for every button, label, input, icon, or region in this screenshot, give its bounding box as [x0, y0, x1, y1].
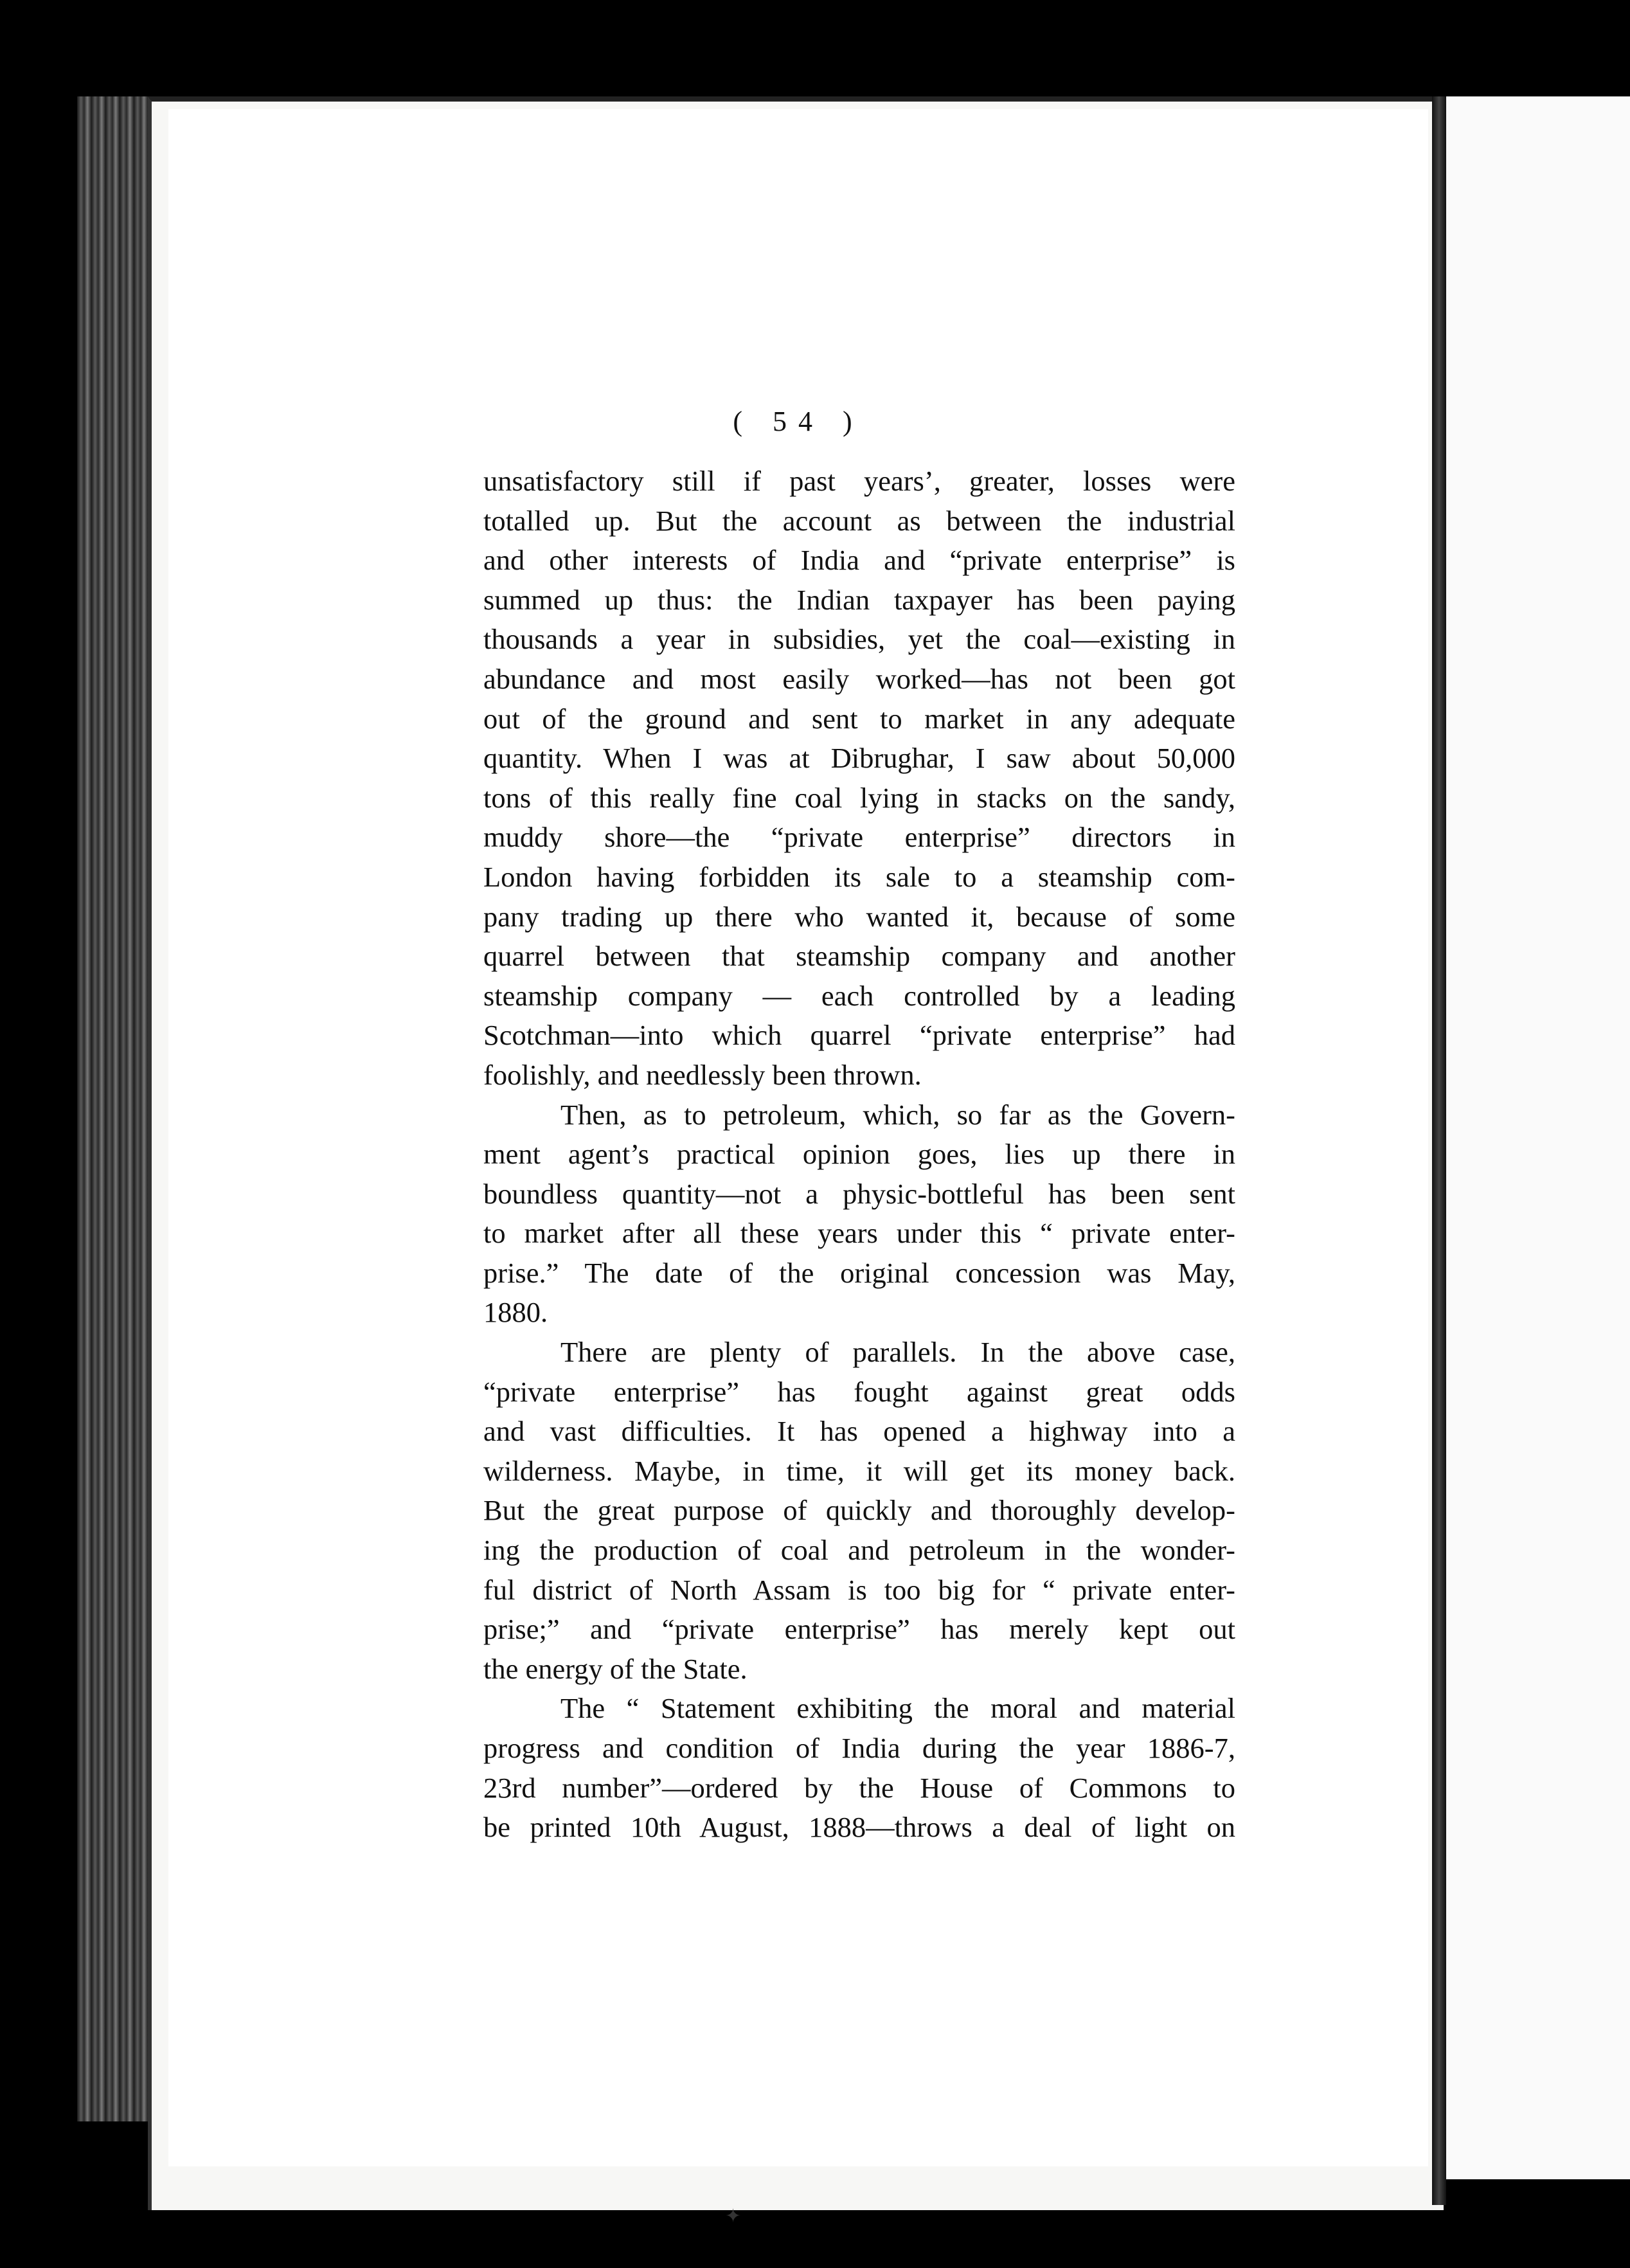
text-line: be printed 10th August, 1888—throws a deal of light on: [483, 1811, 1235, 1844]
text-line: ing the production of coal and petroleum in the wonder-: [483, 1534, 1235, 1567]
paragraph: [483, 1333, 1235, 1689]
paragraph: [483, 1689, 1235, 1847]
text-line: and vast difficulties. It has opened a highway into a: [483, 1415, 1235, 1448]
text-line: to market after all these years under this “ private enter-: [483, 1217, 1235, 1250]
text-line: steamship company — each controlled by a leading: [483, 979, 1235, 1012]
text-line: 23rd number”—ordered by the House of Commons to: [483, 1771, 1235, 1804]
text-line: pany trading up there who wanted it, because of some: [483, 900, 1235, 933]
paragraph: [483, 462, 1235, 1095]
book-gutter: [1432, 96, 1446, 2205]
scan-speck: ✦: [725, 2206, 742, 2227]
text-line: muddy shore—the “private enterprise” directors in: [483, 821, 1235, 854]
text-line: prise.” The date of the original concession was May,: [483, 1256, 1235, 1289]
text-line: London having forbidden its sale to a steamship com-: [483, 860, 1235, 893]
text-line: But the great purpose of quickly and thoroughly develop-: [483, 1494, 1235, 1527]
text-line: “private enterprise” has fought against great odds: [483, 1375, 1235, 1408]
facing-page-edge: [1446, 96, 1630, 2179]
text-line: unsatisfactory still if past years’, greater, losses were: [483, 465, 1235, 497]
text-line: quarrel between that steamship company and another: [483, 940, 1235, 973]
text-line: the energy of the State.: [483, 1652, 748, 1685]
text-line: The “ Statement exhibiting the moral and material: [560, 1692, 1235, 1725]
text-line: ment agent’s practical opinion goes, lies up there in: [483, 1138, 1235, 1171]
text-line: boundless quantity—not a physic-bottleful has been sent: [483, 1177, 1235, 1210]
paragraph: [483, 1095, 1235, 1333]
body-text: [483, 462, 1235, 1848]
text-line: Scotchman—into which quarrel “private enterprise” had: [483, 1019, 1235, 1052]
text-line: ful district of North Assam is too big for “ private enter-: [483, 1573, 1235, 1606]
text-line: There are plenty of parallels. In the above case,: [560, 1336, 1235, 1369]
text-line: summed up thus: the Indian taxpayer has been paying: [483, 583, 1235, 616]
text-line: quantity. When I was at Dibrughar, I saw about 50,000: [483, 742, 1235, 775]
text-line: 1880.: [483, 1296, 548, 1329]
text-line: out of the ground and sent to market in any adequate: [483, 702, 1235, 735]
text-line: abundance and most easily worked—has not been got: [483, 662, 1235, 695]
text-line: thousands a year in subsidies, yet the coal—existing in: [483, 623, 1235, 656]
document-page: [168, 109, 1428, 2166]
page-number: ( 54 ): [733, 406, 864, 437]
text-line: progress and condition of India during the year 1886-7,: [483, 1732, 1235, 1764]
text-line: wilderness. Maybe, in time, it will get its money back.: [483, 1454, 1235, 1487]
text-line: foolishly, and needlessly been thrown.: [483, 1058, 922, 1091]
text-line: totalled up. But the account as between the industrial: [483, 504, 1235, 537]
text-line: tons of this really fine coal lying in stacks on the sandy,: [483, 781, 1235, 814]
text-line: prise;” and “private enterprise” has merely kept out: [483, 1613, 1235, 1646]
text-line: Then, as to petroleum, which, so far as the Govern-: [560, 1098, 1235, 1131]
text-line: and other interests of India and “private enterprise” is: [483, 544, 1235, 577]
